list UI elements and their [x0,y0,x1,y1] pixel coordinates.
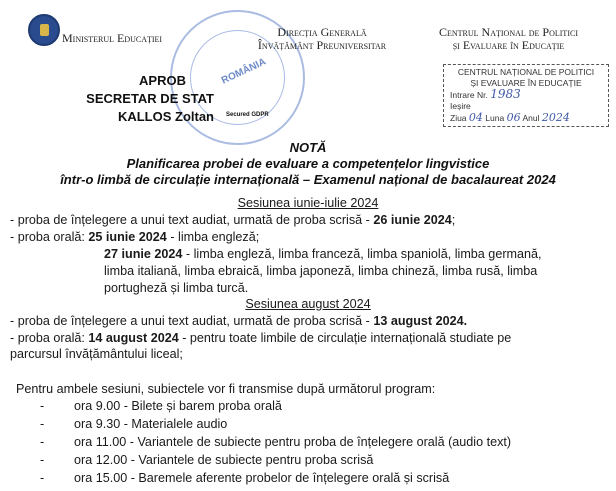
center-line: Centrul Național de Politici [439,25,578,39]
registry-year: 2024 [541,111,570,124]
directorate-name [238,26,406,52]
government-logo [28,14,60,46]
schedule-item: - ora 12.00 - Variantele de subiecte pentru proba scrisă [40,453,374,467]
schedule-intro: Pentru ambele sesiuni, subiectele vor fi transmise după următorul program: [16,382,436,396]
date: 26 iunie 2024 [373,213,452,227]
registry-month: 06 [506,111,521,124]
text: - proba orală: [10,331,89,345]
date: 13 august 2024. [373,314,468,328]
session2-heading: Sesiunea august 2024 [245,297,371,311]
session1-line: portugheză și limba turcă. [104,281,249,295]
gdpr-mark: Secured GDPR [226,112,269,118]
session1-line [10,212,455,229]
schedule-text: ora 9.00 - Bilete și barem proba orală [74,399,282,413]
session1-line: limba italiană, limba ebraică, limba japoneză, limba chineză, limba rusă, limba [104,264,538,278]
document-title-line2: într-o limbă de circulație internațională – Examenul național de bacalaureat 2024 [60,172,556,187]
text: - proba de înțelegere a unui text audiat, urmată de proba scrisă - [10,314,374,328]
schedule-text: ora 12.00 - Variantele de subiecte pentru proba scrisă [74,453,374,467]
registry-stamp [443,64,609,127]
session2-line [10,313,467,330]
directorate-line: Învățământ Preuniversitar [257,38,387,52]
schedule-item: - ora 9.00 - Bilete și barem proba orală [40,399,282,413]
stamp-text: ROMÂNIA [219,56,268,87]
approval-block [60,72,214,126]
schedule-item: - ora 11.00 - Variantele de subiecte pentru proba de înțelegere orală (audio text) [40,435,512,449]
date: 27 iunie 2024 [104,247,183,261]
schedule-text: ora 11.00 - Variantele de subiecte pentru proba de înțelegere orală (audio text) [74,435,512,449]
registry-day: 04 [468,111,483,124]
text: - pentru toate limbile de circulație internațională studiate pe [178,331,512,345]
text: ; [451,213,456,227]
registry-month-label: Luna [485,113,505,123]
schedule-item: - ora 9.30 - Materialele audio [40,417,228,431]
date: 14 august 2024 [88,331,179,345]
registry-exit: Ieșire [450,101,471,111]
directorate-line: Direcția Generală [277,25,367,39]
text: - proba orală: [10,230,89,244]
registry-year-label: Anul [522,113,540,123]
text: - limba engleză; [166,230,260,244]
note-heading: NOTĂ [289,140,327,155]
session1-line [104,246,542,263]
registry-line: ȘI EVALUARE ÎN EDUCAȚIE [470,78,582,88]
registry-entry: Intrare [450,90,475,100]
session1-line [10,229,259,246]
schedule-text: ora 15.00 - Baremele aferente probelor de înțelegere orală și scrisă [74,471,450,485]
registry-number: 1983 [490,87,521,101]
schedule-item: - ora 15.00 - Baremele aferente probelor de înțelegere orală și scrisă [40,471,450,485]
session2-line [10,330,511,347]
date: 25 iunie 2024 [88,230,167,244]
registry-nr-label: Nr. [476,90,488,100]
session2-line: parcursul învățământului liceal; [10,347,183,361]
registry-line: CENTRUL NAȚIONAL DE POLITICI [457,67,595,77]
text: - limba engleză, limba franceză, limba spaniolă, limba germană, [182,247,542,261]
text: - proba de înțelegere a unui text audiat, urmată de proba scrisă - [10,213,374,227]
session1-heading: Sesiunea iunie-iulie 2024 [237,196,379,210]
registry-day-label: Ziua [450,113,467,123]
center-line: și Evaluare în Educație [452,38,565,52]
schedule-text: ora 9.30 - Materialele audio [74,417,228,431]
ministry-name: Ministerul Educației [62,31,163,45]
center-name [406,26,611,52]
approval-label: APROB [139,73,186,88]
approval-title: SECRETAR DE STAT [86,91,214,106]
approval-name: KALLOS Zoltan [117,109,214,124]
document-title-line1: Planificarea probei de evaluare a competențelor lingvistice [126,156,490,171]
